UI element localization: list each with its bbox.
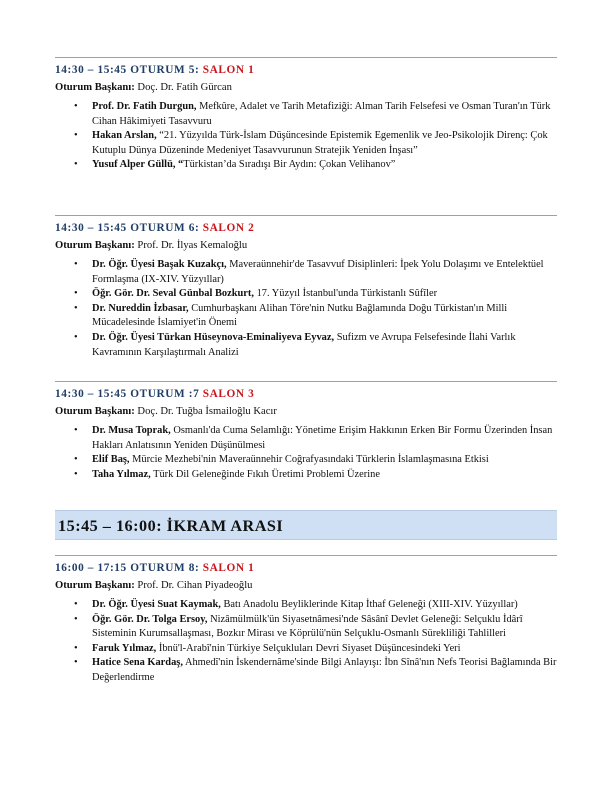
talk-item [74,642,557,657]
talk-author: Yusuf Alper Güllü, “ [92,159,184,171]
session-chair [55,405,557,419]
chair-label: Oturum Başkanı: [55,82,135,93]
bullet-icon: • [74,130,78,142]
talk-item [74,258,557,287]
talk-item [74,129,557,158]
talk-author: Dr. Nureddin İzbasar, [92,302,189,314]
talk-title: Sufizm ve Avrupa Felsefesinde İlahi Varlık Kavramının Karşılaştırmalı Analizi [92,331,516,358]
salon-label: SALON 1 [202,562,255,574]
chair-name: Prof. Dr. Cihan Piyadeoğlu [137,580,253,591]
talk-title: Mürcie Mezhebi'nin Maveraünnehir Coğrafyasındaki Türklerin İslamlaşmasına Etkisi [132,454,489,466]
session-heading [55,63,557,77]
salon-label: SALON 3 [202,388,255,400]
chair-label: Oturum Başkanı: [55,406,135,417]
bullet-icon: • [74,657,78,669]
session-heading [55,387,557,401]
chair-name: Doç. Dr. Fatih Gürcan [137,82,232,93]
bullet-icon: • [74,454,78,466]
talk-item [74,331,557,360]
session-time: 14:30 – 15:45 OTURUM 5: [55,64,200,76]
session-5 [55,57,557,173]
talk-title: Türkistan’da Sıradışı Bir Aydın: Çokan Velihanov” [183,159,396,171]
session-time: 16:00 – 17:15 OTURUM 8: [55,562,200,574]
session-divider [55,381,557,382]
bullet-icon: • [74,101,78,112]
talk-author: Öğr. Gör. Dr. Tolga Ersoy, [92,613,208,625]
break-label: 15:45 – 16:00: İKRAM ARASI [58,517,284,535]
talk-item [74,598,557,613]
talk-title: “21. Yüzyılda Türk-İslam Düşüncesinde Epistemik Egemenlik ve Jeo-Psikolojik Direnç: Çok Kutuplu Dünya Düzeninde Medeniyet Tasavvurunun Stratejik Yeniden İnşası” [92,130,548,156]
talk-author: Dr. Musa Toprak, [92,425,171,436]
bullet-icon: • [74,613,78,625]
talk-author: Prof. Dr. Fatih Durgun, [92,101,197,112]
talk-list [55,258,557,360]
bullet-icon: • [74,331,78,343]
bullet-icon: • [74,259,78,270]
session-heading [55,561,557,575]
talk-author: Hatice Sena Kardaş, [92,657,183,669]
session-8 [55,555,557,686]
talk-title: Nizâmülmülk'ün Siyasetnâmesi'nde Sâsânî Devlet Geleneği: Selçuklu İdârî Sisteminin Kurumsallaşması, Bozkır Mirası ve Köprülü'nün Selçuklu-Osmanlı Sürekliliği Tahlilleri [92,613,523,640]
talk-item [74,287,557,302]
talk-item [74,656,557,685]
talk-author: Faruk Yılmaz, [92,642,157,654]
talk-author: Dr. Öğr. Üyesi Başak Kuzakçı, [92,259,227,270]
talk-title: Türk Dil Geleneğinde Fıkıh Üretimi Problemi Üzerine [153,468,380,480]
bullet-icon: • [74,468,78,480]
chair-name: Doç. Dr. Tuğba İsmailoğlu Kacır [137,406,277,417]
talk-author: Taha Yılmaz, [92,468,151,480]
session-chair [55,579,557,593]
talk-title: Osmanlı'da Cuma Selamlığı: Yönetime Erişim Hakkının Erken Bir Formu Üzerinden İnsan Hakları Anlatısının Yeniden Düşünülmesi [92,425,553,451]
bullet-icon: • [74,642,78,654]
talk-title: İbnü'l-Arabî'nin Türkiye Selçukluları Devri Siyaset Düşüncesindeki Yeri [158,642,461,654]
salon-label: SALON 1 [202,64,255,76]
talk-list [55,598,557,686]
talk-author: Öğr. Gör. Dr. Seval Günbal Bozkurt, [92,288,254,300]
bullet-icon: • [74,302,78,314]
bullet-icon: • [74,288,78,300]
session-time: 14:30 – 15:45 OTURUM 6: [55,222,200,234]
talk-item [74,158,557,173]
chair-label: Oturum Başkanı: [55,580,135,591]
talk-title: Mefkûre, Adalet ve Tarih Metafiziği: Alman Tarih Felsefesi ve Osman Turan'ın Türk Cihan Hâkimiyeti Tasavvuru [92,101,551,127]
talk-author: Dr. Öğr. Üyesi Türkan Hüseynova-Eminaliyeva Eyvaz, [92,331,335,343]
session-chair [55,239,557,253]
talk-item [74,468,557,483]
chair-label: Oturum Başkanı: [55,240,135,251]
bullet-icon: • [74,425,78,436]
talk-author: Elif Baş, [92,454,130,466]
talk-author: Dr. Öğr. Üyesi Suat Kaymak, [92,599,221,610]
talk-title: Ahmedî'nin İskendernâme'sinde Bilgi Anlayışı: İbn Sînâ'nın Nefs Teorisi Bağlamında Bir Değerlendirme [92,657,557,683]
chair-name: Prof. Dr. İlyas Kemaloğlu [137,240,248,251]
talk-title: Maveraünnehir'de Tasavvuf Disiplinleri: İpek Yolu Dolaşımı ve Entelektüel Formlaşma (IX-XIV. Yüzyıllar) [92,259,544,285]
talk-item [74,302,557,331]
talk-author: Hakan Arslan, [92,130,157,142]
session-chair [55,81,557,95]
salon-label: SALON 2 [202,222,255,234]
session-time: 14:30 – 15:45 OTURUM :7 [55,388,200,400]
talk-title: 17. Yüzyıl İstanbul'unda Türkistanlı Sûfîler [256,288,438,300]
bullet-icon: • [74,159,78,171]
talk-title: Batı Anadolu Beyliklerinde Kitap İthaf Geleneği (XIII-XIV. Yüzyıllar) [223,599,518,610]
session-7 [55,381,557,482]
session-heading [55,221,557,235]
break-banner [55,510,557,540]
session-divider [55,215,557,216]
session-divider [55,57,557,58]
session-6 [55,215,557,360]
talk-list [55,424,557,482]
bullet-icon: • [74,599,78,610]
talk-item [74,613,557,642]
talk-item [74,100,557,129]
session-divider [55,555,557,556]
talk-title: Cumhurbaşkanı Alihan Töre'nin Nutku Bağlamında Doğu Türkistan'ın Milli Mücadelesinde İslamiyet'in Önemi [92,302,508,329]
talk-item [74,424,557,453]
talk-item [74,453,557,468]
talk-list [55,100,557,173]
